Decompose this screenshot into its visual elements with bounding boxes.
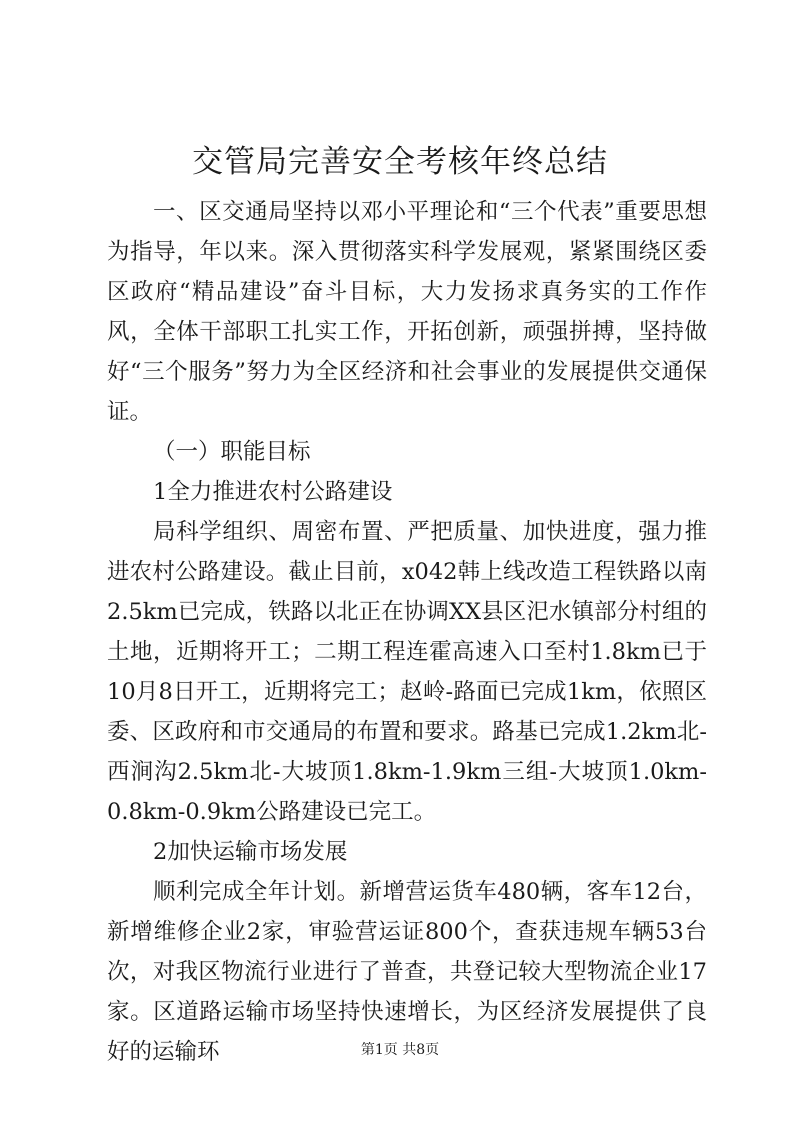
section-heading-functional-goals: （一）职能目标 (153, 439, 311, 465)
paragraph-transport-market: 顺利完成全年计划。新增营运货车480辆，客车12台，新增维修企业2家，审验营运证800个，查获违规车辆53台次，对我区物流行业进行了普查，共登记较大型物流企业17家。区道路运输市场坚持快速增长，为区经济发展提供了良好的运输环 (107, 879, 707, 1065)
subheading-transport-market: 2加快运输市场发展 (153, 839, 348, 865)
document-title: 交管局完善安全考核年终总结 (192, 144, 608, 180)
subheading-rural-roads: 1全力推进农村公路建设 (153, 479, 393, 505)
paragraph-rural-roads: 局科学组织、周密布置、严把质量、加快进度，强力推进农村公路建设。截止目前，x042韩上线改造工程铁路以南2.5km已完成，铁路以北正在协调XX县区汜水镇部分村组的土地，近期将开工；二期工程连霍高速入口至村1.8km已于10月8日开工，近期将完工；赵岭-路面已完成1km，依照区委、区政府和市交通局的布置和要求。路基已完成1.2km北-西涧沟2.5km北-大坡顶1.8km-1.9km三组-大坡顶1.0km-0.8km-0.9km公路建设已完工。 (107, 519, 707, 825)
document-body (107, 192, 707, 1072)
paragraph-intro: 一、区交通局坚持以邓小平理论和“三个代表”重要思想为指导，年以来。深入贯彻落实科学发展观，紧紧围绕区委区政府“精品建设”奋斗目标，大力发扬求真务实的工作作风，全体干部职工扎实工作，开拓创新，顽强拼搏，坚持做好“三个服务”努力为全区经济和社会事业的发展提供交通保证。 (107, 199, 707, 425)
page-footer: 第1页 共8页 (360, 1042, 440, 1058)
